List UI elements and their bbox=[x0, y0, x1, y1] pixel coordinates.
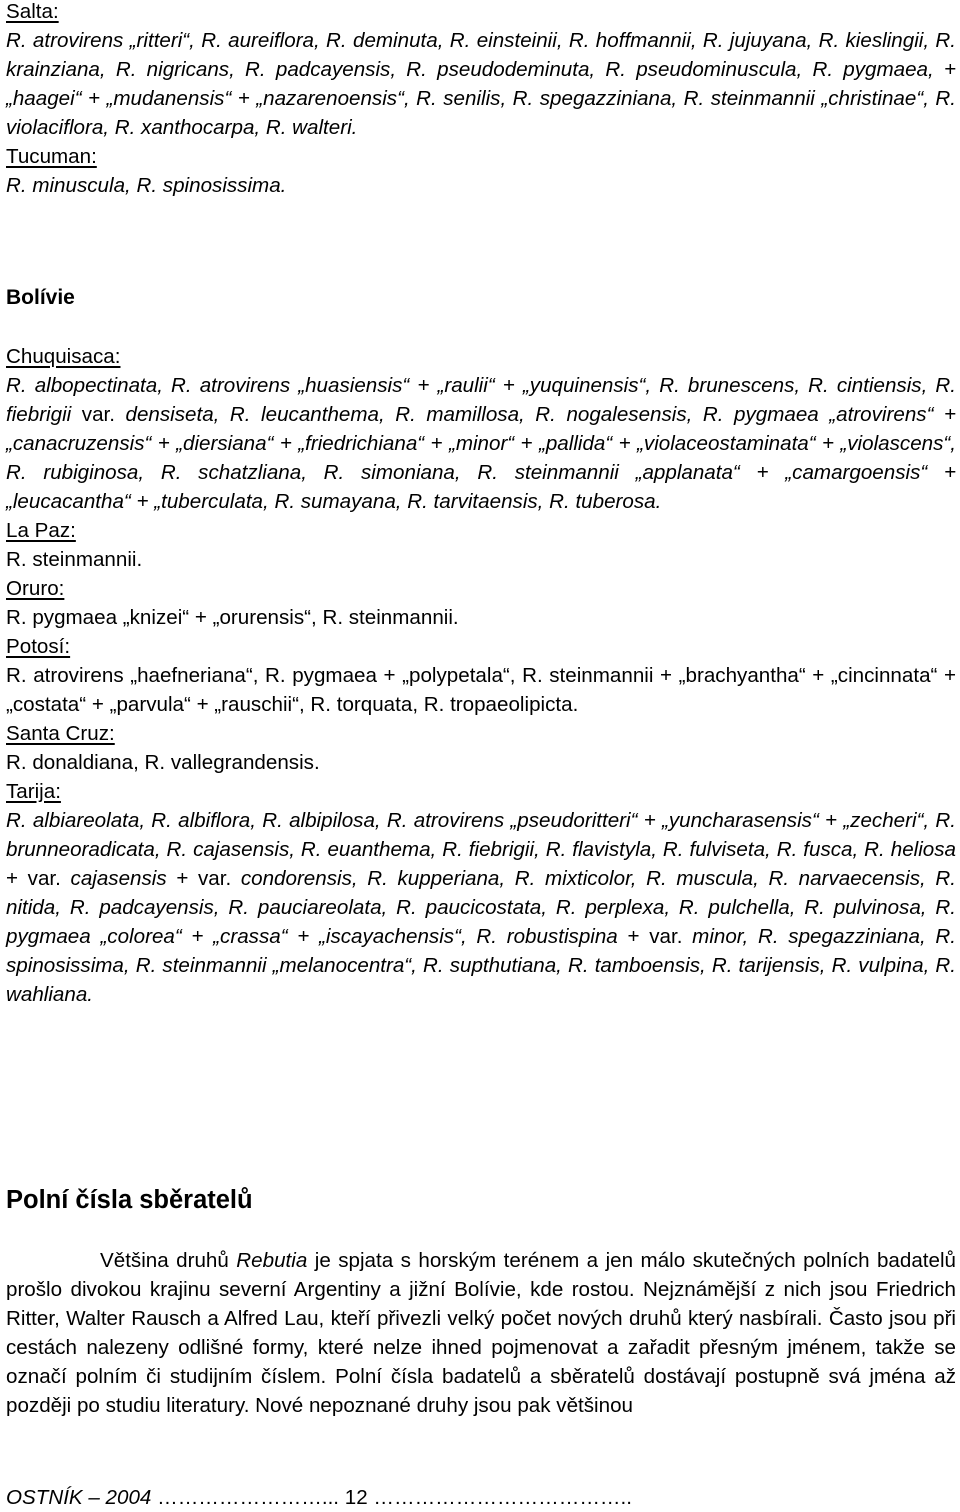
tarija-heading: Tarija: bbox=[6, 780, 61, 803]
region-heading bbox=[6, 342, 956, 371]
potosi-text: R. atrovirens „haefneriana“, R. pygmaea + „polypetala“, R. steinmannii + „brachyantha“ + „cincinnata“ + „costata“ + „parvula“ + „rauschii“, R. torquata, R. tropaeolipicta. bbox=[6, 664, 956, 716]
santa-cruz-species-list bbox=[6, 748, 956, 777]
tarija-text-a: R. albiareolata, R. albiflora, R. albipilosa, R. atrovirens „pseudoritteri“ + „yuncharasensis“ + „zecheri“, R. brunneoradicata, R. cajasensis, R. euanthema, R. fiebrigii, R. flavistyla, R. fulviseta, R. fusca, R. heliosa bbox=[6, 809, 956, 861]
footer-dots-left: ……………………... bbox=[151, 1486, 345, 1509]
tarija-text-b: cajasensis bbox=[60, 867, 177, 890]
paragraph-text-b: je spjata s horským terénem a jen málo skutečných polních badatelů prošlo divokou krajinu severní Argentiny a jižní Bolívie, kde rostou. Nejznámější z nich jsou Friedrich Ritter, Walter Rausch a Alfred Lau, kteří přivezli velký počet nových druhů který nasbírali. Často jsou při cestách nalezeny odlišné formy, které nelze ihned pojmenovat a zařadit přesným jménem, takže se označí polním či studijním číslem. Polní čísla badatelů a sběratelů dostávají postupně svá jména až později po studiu literatury. Nové nepoznané druhy jsou pak většinou bbox=[6, 1249, 956, 1417]
salta-species-list bbox=[6, 26, 956, 142]
chuquisaca-text-b: densiseta, R. leucanthema, R. mamillosa, R. nogalesensis, R. pygmaea „atrovirens“ + „canacruzensis“ + „diersiana“ + „friedrichiana“ + „minor“ + „pallida“ + „violaceostaminata“ + „violascens“, R. rubiginosa, R. schatzliana, R. simoniana, R. steinmannii „applanata“ + „camargoensis“ + „leucacantha“ + „tuberculata, R. sumayana, R. tarvitaensis, R. tuberosa. bbox=[6, 403, 956, 513]
tarija-text-d: minor, R. spegazziniana, R. spinosissima, R. steinmannii „melanocentra“, R. supthutiana, R. tamboensis, R. tarijensis, R. vulpina, R. wahliana. bbox=[6, 925, 956, 1006]
tarija-text-c: condorensis, R. kupperiana, R. mixticolor, R. muscula, R. narvaecensis, R. nitida, R. padcayensis, R. pauciareolata, R. paucicostata, R. perplexa, R. pulchella, R. pulvinosa, R. pygmaea „colorea“ + „crassa“ + „iscayachensis“, R. robustispina bbox=[6, 867, 956, 948]
oruro-text: R. pygmaea „knizei“ + „orurensis“, R. steinmannii. bbox=[6, 606, 459, 629]
country-heading-bolivia: Bolívie bbox=[6, 286, 75, 309]
region-bolivia-list bbox=[6, 342, 956, 1009]
region-heading bbox=[6, 632, 956, 661]
page-footer bbox=[6, 1484, 956, 1512]
region-salta bbox=[6, 0, 956, 200]
chuquisaca-text-a: R. albopectinata, R. atrovirens „huasiensis“ + „raulii“ + „yuquinensis“, R. brunescens, R. cintiensis, R. fiebrigii bbox=[6, 374, 956, 426]
tarija-var-1: + var. bbox=[6, 867, 61, 890]
footer-page-number: 12 bbox=[344, 1486, 368, 1509]
salta-heading: Salta: bbox=[6, 0, 59, 23]
tarija-var-2: + var. bbox=[176, 867, 232, 890]
chuquisaca-heading: Chuquisaca: bbox=[6, 345, 121, 368]
la-paz-text: R. steinmannii. bbox=[6, 548, 143, 571]
tucuman-heading: Tucuman: bbox=[6, 145, 97, 168]
santa-cruz-text: R. donaldiana, R. vallegrandensis. bbox=[6, 751, 320, 774]
footer-journal: OSTNÍK – 2004 bbox=[6, 1486, 152, 1509]
region-heading bbox=[6, 516, 956, 545]
tucuman-species-text: R. minuscula, R. spinosissima. bbox=[6, 174, 287, 197]
la-paz-heading: La Paz: bbox=[6, 519, 76, 542]
region-heading bbox=[6, 0, 956, 26]
potosi-heading: Potosí: bbox=[6, 635, 71, 658]
tucuman-species-list bbox=[6, 171, 956, 200]
paragraph-text-a: Většina druhů bbox=[100, 1249, 237, 1272]
section-heading: Polní čísla sběratelů bbox=[6, 1186, 253, 1214]
salta-species-text: R. atrovirens „ritteri“, R. aureiflora, R. deminuta, R. einsteinii, R. hoffmannii, R. jujuyana, R. kieslingii, R. krainziana, R. nigricans, R. padcayensis, R. pseudodeminuta, R. pseudominuscula, R. pygmaea, + „haagei“ + „mudanensis“ + „nazarenoensis“, R. senilis, R. spegazziniana, R. steinmannii „christinae“, R. violaciflora, R. xanthocarpa, R. walteri. bbox=[6, 29, 956, 139]
chuquisaca-var: var. bbox=[81, 403, 115, 426]
footer-dots-right: ……………………………….. bbox=[367, 1486, 632, 1509]
oruro-species-list bbox=[6, 603, 956, 632]
potosi-species-list bbox=[6, 661, 956, 719]
section-paragraph bbox=[6, 1246, 956, 1420]
tarija-species-list bbox=[6, 806, 956, 1009]
region-heading bbox=[6, 719, 956, 748]
chuquisaca-species-list bbox=[6, 371, 956, 516]
la-paz-species-list bbox=[6, 545, 956, 574]
region-heading bbox=[6, 142, 956, 171]
region-heading bbox=[6, 574, 956, 603]
region-heading bbox=[6, 777, 956, 806]
tarija-var-3: + var. bbox=[627, 925, 683, 948]
santa-cruz-heading: Santa Cruz: bbox=[6, 722, 115, 745]
genus-name: Rebutia bbox=[236, 1249, 308, 1272]
oruro-heading: Oruro: bbox=[6, 577, 65, 600]
